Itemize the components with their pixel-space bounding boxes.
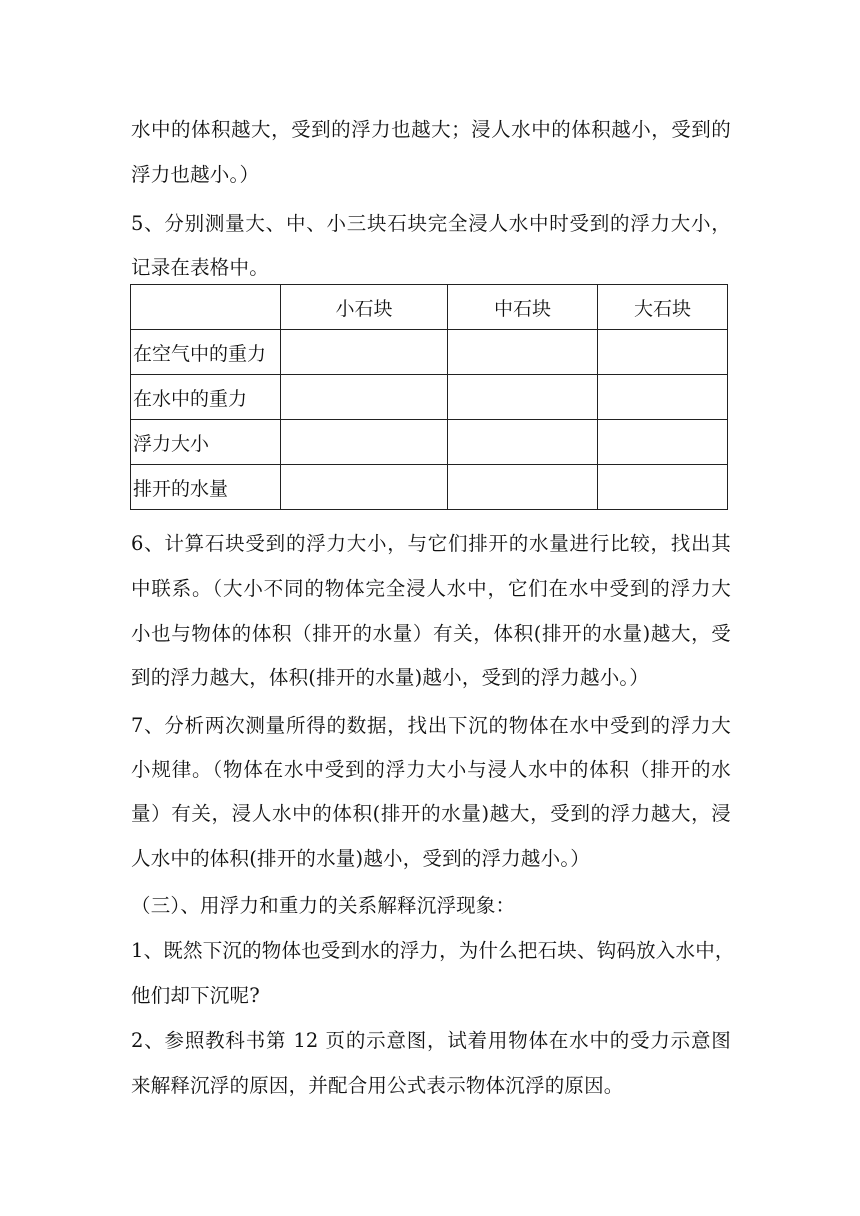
text-line: 浮力也越小。） bbox=[131, 163, 260, 186]
table-header-row bbox=[131, 285, 728, 330]
table-row bbox=[131, 330, 728, 375]
section-heading: （三）、用浮力和重力的关系解释沉浮现象： bbox=[131, 894, 516, 917]
text-line: 他们却下沉呢? bbox=[131, 984, 260, 1007]
table-cell bbox=[448, 375, 598, 420]
table-cell bbox=[448, 465, 598, 510]
text-line: 水中的体积越大，受到的浮力也越大；浸人水中的体积越小，受到的 bbox=[131, 118, 731, 141]
table-cell bbox=[281, 375, 448, 420]
text-line: 小也与物体的体积（排开的水量）有关，体积(排开的水量)越大，受 bbox=[131, 622, 731, 645]
table-header-cell bbox=[131, 285, 281, 330]
text-line: 中联系。（大小不同的物体完全浸人水中，它们在水中受到的浮力大 bbox=[131, 577, 731, 600]
table-row bbox=[131, 420, 728, 465]
table-row bbox=[131, 375, 728, 420]
text-line: 7、分析两次测量所得的数据，找出下沉的物体在水中受到的浮力大 bbox=[131, 714, 731, 737]
table-cell bbox=[598, 330, 728, 375]
table-header-cell: 小石块 bbox=[281, 285, 448, 330]
table-row-label: 在水中的重力 bbox=[131, 375, 281, 420]
table-cell bbox=[281, 465, 448, 510]
text-line: 6、计算石块受到的浮力大小，与它们排开的水量进行比较，找出其 bbox=[131, 532, 731, 555]
table-cell bbox=[598, 375, 728, 420]
table-row-label: 排开的水量 bbox=[131, 465, 281, 510]
table-cell bbox=[281, 420, 448, 465]
text-line: 2、参照教科书第 12 页的示意图，试着用物体在水中的受力示意图 bbox=[131, 1029, 731, 1052]
table-cell bbox=[598, 465, 728, 510]
text-line: 1、既然下沉的物体也受到水的浮力，为什么把石块、钩码放入水中， bbox=[131, 939, 735, 962]
table-header-cell: 大石块 bbox=[598, 285, 728, 330]
table-cell bbox=[281, 330, 448, 375]
table-cell bbox=[598, 420, 728, 465]
table-cell bbox=[448, 420, 598, 465]
text-line: 记录在表格中。 bbox=[131, 256, 269, 279]
table-row bbox=[131, 465, 728, 510]
text-line: 到的浮力越大，体积(排开的水量)越小，受到的浮力越小。） bbox=[131, 666, 650, 689]
table-row-label: 在空气中的重力 bbox=[131, 330, 281, 375]
table-row-label: 浮力大小 bbox=[131, 420, 281, 465]
text-line: 来解释沉浮的原因，并配合用公式表示物体沉浮的原因。 bbox=[131, 1074, 624, 1097]
text-line: 量）有关，浸人水中的体积(排开的水量)越大，受到的浮力越大，浸 bbox=[131, 802, 731, 825]
text-line: 小规律。（物体在水中受到的浮力大小与浸人水中的体积（排开的水 bbox=[131, 758, 731, 781]
table-header-cell: 中石块 bbox=[448, 285, 598, 330]
text-line: 人水中的体积(排开的水量)越小，受到的浮力越小。） bbox=[131, 847, 590, 870]
table-cell bbox=[448, 330, 598, 375]
measurement-table bbox=[130, 284, 728, 510]
text-line: 5、分别测量大、中、小三块石块完全浸人水中时受到的浮力大小， bbox=[131, 212, 731, 235]
